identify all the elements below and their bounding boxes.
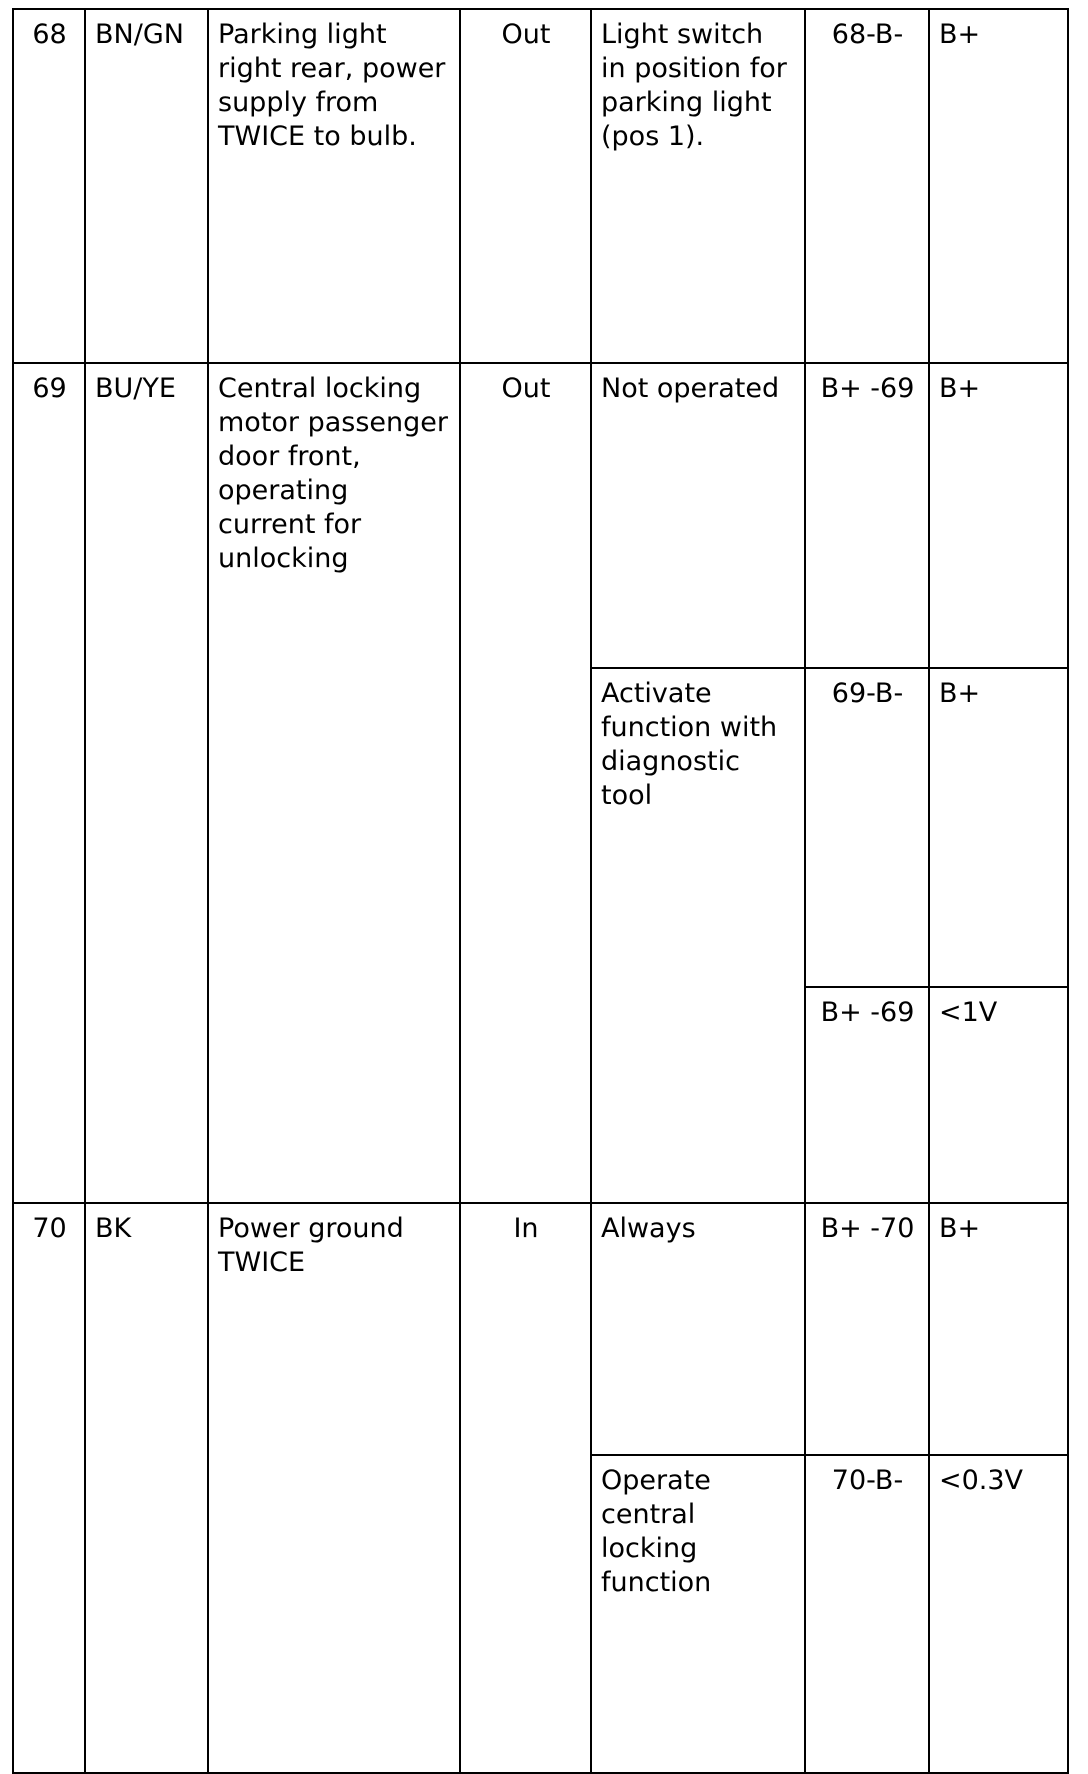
- wire-color: BU/YE: [85, 363, 208, 1203]
- pin-number: 70: [13, 1203, 85, 1773]
- pin-number: 69: [13, 363, 85, 1203]
- signal-direction: In: [460, 1203, 591, 1773]
- signal-direction: Out: [460, 363, 591, 1203]
- test-condition: Always: [591, 1203, 805, 1455]
- pin-table: [12, 8, 1069, 1774]
- nominal-value: B+: [929, 668, 1068, 987]
- test-condition: Not operated: [591, 363, 805, 668]
- measuring-points: 69-B-: [805, 668, 929, 987]
- nominal-value: B+: [929, 363, 1068, 668]
- test-condition: Operate central locking function: [591, 1455, 805, 1773]
- pin-description: Parking light right rear, power supply from TWICE to bulb.: [208, 9, 460, 363]
- pin-description: Central locking motor passenger door front, operating current for unlocking: [208, 363, 460, 1203]
- measuring-points: 70-B-: [805, 1455, 929, 1773]
- signal-direction: Out: [460, 9, 591, 363]
- measuring-points: 68-B-: [805, 9, 929, 363]
- table-row: [13, 1203, 1068, 1455]
- test-condition: Activate function with diagnostic tool: [591, 668, 805, 1203]
- nominal-value: B+: [929, 1203, 1068, 1455]
- measuring-points: B+ -69: [805, 987, 929, 1203]
- nominal-value: <0.3V: [929, 1455, 1068, 1773]
- wire-color: BK: [85, 1203, 208, 1773]
- pin-description: Power ground TWICE: [208, 1203, 460, 1773]
- table-row: [13, 9, 1068, 363]
- wire-color: BN/GN: [85, 9, 208, 363]
- measuring-points: B+ -69: [805, 363, 929, 668]
- test-condition: Light switch in position for parking light (pos 1).: [591, 9, 805, 363]
- table-row: [13, 363, 1068, 668]
- nominal-value: <1V: [929, 987, 1068, 1203]
- pin-number: 68: [13, 9, 85, 363]
- measuring-points: B+ -70: [805, 1203, 929, 1455]
- nominal-value: B+: [929, 9, 1068, 363]
